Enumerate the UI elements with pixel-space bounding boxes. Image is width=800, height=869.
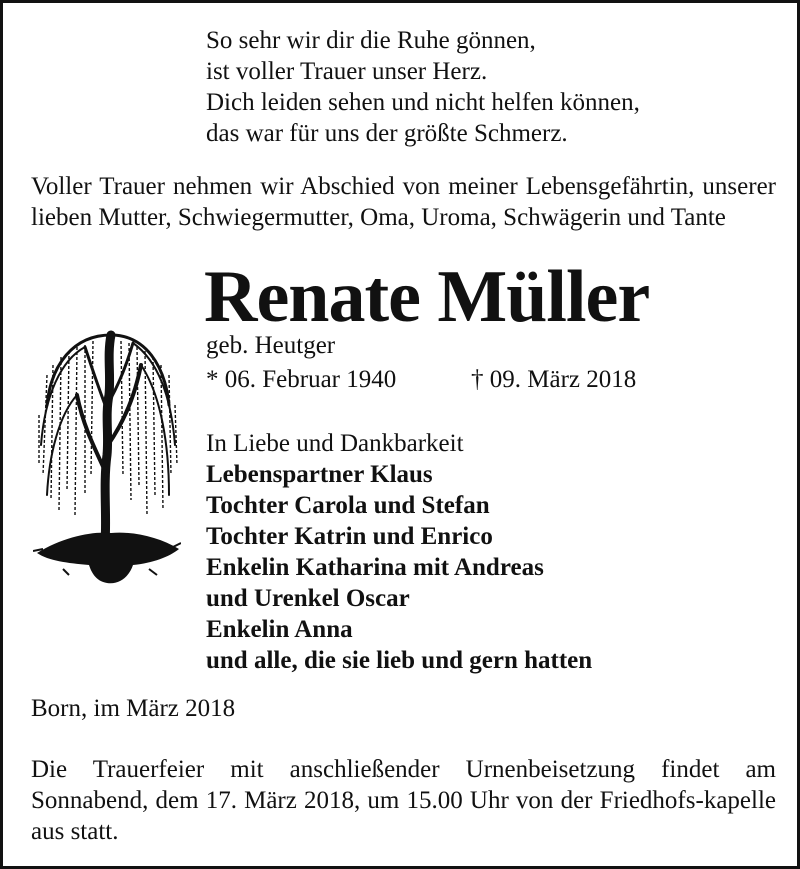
- mourners-list: [206, 428, 592, 676]
- mourner-line: und alle, die sie lieb und gern hatten: [206, 647, 593, 674]
- death-date: † 09. März 2018: [471, 366, 637, 393]
- mourners-intro: In Liebe und Dankbarkeit: [206, 430, 464, 457]
- poem-line: Dich leiden sehen und nicht helfen können,: [206, 89, 640, 116]
- mourner-line: Enkelin Katharina mit Andreas: [206, 554, 544, 581]
- weeping-willow-icon: [33, 325, 181, 587]
- poem-line: ist voller Trauer unser Herz.: [206, 58, 488, 85]
- mourner-line: Tochter Katrin und Enrico: [206, 523, 493, 550]
- mourner-line: Tochter Carola und Stefan: [206, 492, 490, 519]
- birth-name: geb. Heutger: [206, 332, 336, 359]
- farewell-intro: Voller Trauer nehmen wir Abschied von meiner Lebensgefährtin, unserer lieben Mutter, Schwiegermutter, Oma, Uroma, Schwägerin und Tante: [31, 173, 776, 231]
- birth-date: * 06. Februar 1940: [206, 366, 397, 393]
- mourner-line: und Urenkel Oscar: [206, 585, 410, 612]
- poem-line: So sehr wir dir die Ruhe gönnen,: [206, 27, 536, 54]
- funeral-ceremony-info: Die Trauerfeier mit anschließender Urnenbeisetzung findet am Sonnabend, dem 17. März 2018, um 15.00 Uhr von der Friedhofs-kapelle aus statt.: [31, 756, 776, 845]
- mourner-line: Lebenspartner Klaus: [206, 461, 433, 488]
- poem-line: das war für uns der größte Schmerz.: [206, 120, 568, 147]
- memorial-poem: [206, 25, 640, 149]
- place-and-date: Born, im März 2018: [31, 695, 236, 722]
- mourner-line: Enkelin Anna: [206, 616, 353, 643]
- life-dates: [206, 364, 637, 395]
- deceased-name: Renate Müller: [204, 256, 650, 338]
